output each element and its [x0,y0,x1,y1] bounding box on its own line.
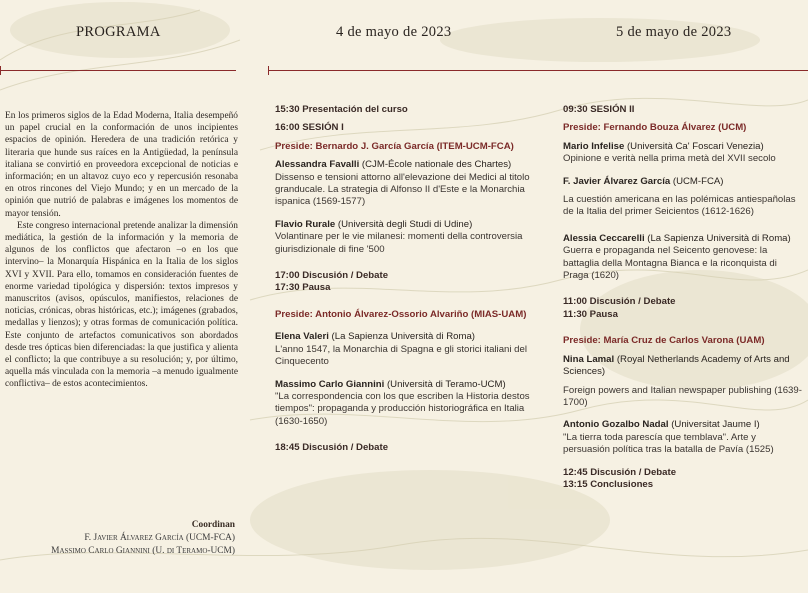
speaker-affiliation: (La Sapienza Università di Roma) [328,331,475,343]
speaker-name: Mario Infelise [563,140,625,152]
intro-text [5,110,238,391]
speaker-affiliation: (Università di Teramo-UCM) [384,378,506,390]
coordination-title: Coordinan [191,520,235,530]
intro-paragraph-2: Este congreso internacional pretende analizar la dimensión mediática, la gestión de la información y la memoria de algunos de los conflictos que afectaron –o en los que intervino– la Monarquía Hispánica en la Italia de los siglos XVI y XVII. Para ello, tomamos en consideración fuentes de enorme variedad tipológica y dispersión: textos impresos y manuscritos (avisos, opúsculos, manifiestos, relaciones de noticias, crónicas, obras históricas, etc.); imágenes (grabados, medallas y lienzos); y otras formas de comunicación política. Este conjunto de artefactos comunicativos son abordados desde tres ópticas bien diferenciadas: la que justifica y alienta el conflicto; la que contribuye a su resolución; y, por último, aquella más vinculada con la memoria –a menudo igualmente conflictiva– de estos acontecimientos. [5,220,238,390]
speaker-name: Flavio Rurale [275,218,336,230]
coordination-block [5,519,235,558]
day1-discussion-2: 18:45 Discusión / Debate [275,442,389,454]
rule-cap-right [268,66,269,75]
day2-session-title: 09:30 SESIÓN II [563,104,635,115]
day2-discussion-2: 12:45 Discusión / Debate [563,466,677,478]
header-programa: PROGRAMA [76,24,161,40]
speaker-affiliation: (La Sapienza Università di Roma) [644,232,791,244]
talk-infelise [563,141,803,166]
talk-title: "La correspondencia con los que escriben la Historia destos tiempos": propaganda y producción historiográfica en Italia (1630-1650) [275,390,530,427]
talk-gozalbo [563,419,803,456]
talk-ceccarelli [563,233,803,283]
day2-discussion-1: 11:00 Discusión / Debate [563,296,676,308]
speaker-name: Elena Valeri [275,331,329,343]
speaker-affiliation: (Università degli Studi di Udine) [335,218,473,230]
talk-title: L'anno 1547, la Monarchia di Spagna e gli storici italiani del Cinquecento [275,343,527,368]
day1-program [275,104,545,455]
day1-session-title: 16:00 SESIÓN I [275,122,344,134]
day2-program [563,104,803,491]
talk-title: "La tierra toda parescía que temblava". Arte y persuasión política tras la batalla de Pavía (1525) [563,431,774,456]
talk-favalli [275,159,545,209]
day2-conclusions: 13:15 Conclusiones [563,478,654,490]
talk-rurale [275,219,545,256]
speaker-affiliation: (Università Ca' Foscari Venezia) [624,140,764,152]
day1-discussion-1: 17:00 Discusión / Debate [275,270,389,282]
header-day2: 5 de mayo de 2023 [616,24,732,40]
day2-preside-2: Preside: María Cruz de Carlos Varona (UAM) [563,335,765,347]
day1-preside-2: Preside: Antonio Álvarez-Ossorio Alvariño (MIAS-UAM) [275,308,527,320]
talk-alvarez [563,176,803,219]
rule-left [0,70,236,71]
speaker-affiliation: (Royal Netherlands Academy of Arts and Sciences) [563,353,790,378]
speaker-name: Massimo Carlo Giannini [275,378,385,390]
speaker-name: Antonio Gozalbo Nadal [563,419,669,431]
day1-break: 17:30 Pausa [275,282,331,294]
day1-preside-1: Preside: Bernardo J. García García (ITEM-UCM-FCA) [275,140,514,152]
talk-title: Guerra e propaganda nel Seicento genovese: la battaglia della Montagna Bianca e la riconquista di Praga (1620) [563,245,777,282]
speaker-name: F. Javier Álvarez García [563,175,671,187]
talk-title: La cuestión americana en las polémicas antiespañolas de la Italia del primer Seicientos (1612-1626) [563,194,796,218]
talk-title: Dissenso e tensioni attorno all'elevazione dei Medici al titolo granducale. La strategia di Alfonso II d'Este e la Monarchia ispanica (1569-1577) [275,171,530,208]
talk-title: Foreign powers and Italian newspaper publishing (1639-1700) [563,384,802,408]
day1-presentation: 15:30 Presentación del curso [275,104,408,115]
header-day1: 4 de mayo de 2023 [336,24,452,40]
rule-cap-left [0,66,1,75]
rule-right [268,70,808,71]
speaker-name: Alessia Ceccarelli [563,232,645,244]
speaker-name: Alessandra Favalli [275,159,360,171]
speaker-affiliation: (UCM-FCA) [670,175,724,187]
speaker-name: Nina Lamal [563,353,615,365]
talk-giannini [275,379,545,429]
speaker-affiliation: (CJM-École nationale des Chartes) [359,159,512,171]
day2-break: 11:30 Pausa [563,308,618,320]
coordinator-1: F. Javier Álvarez García (UCM-FCA) [84,533,235,543]
talk-title: Volantinare per le vie milanesi: momenti della controversia giurisdizionale di fine '500 [275,231,523,255]
intro-paragraph-1: En los primeros siglos de la Edad Moderna, Italia desempeñó un papel crucial en la conformación de unos incipientes espacios de opinión. Heredera de una tradición retórica y literaria que hunde sus raíces en la Antigüedad, la península italiana se convirtió en proveedora excepcional de noticias e información; en un altavoz cuyo eco y repercusión resonaba en otros rincones del Viejo Mundo; y en un mercado de la opinión que nutrió de palabras e imágenes los momentos de mayor tensión. [5,111,238,219]
talk-lamal [563,354,803,410]
coordinator-2: Massimo Carlo Giannini (U. di Teramo-UCM) [51,546,235,556]
talk-title: Opinione e verità nella prima metà del XVII secolo [563,153,776,165]
talk-valeri [275,331,545,368]
day2-preside-1: Preside: Fernando Bouza Álvarez (UCM) [563,122,747,134]
speaker-affiliation: (Universitat Jaume I) [668,419,760,431]
